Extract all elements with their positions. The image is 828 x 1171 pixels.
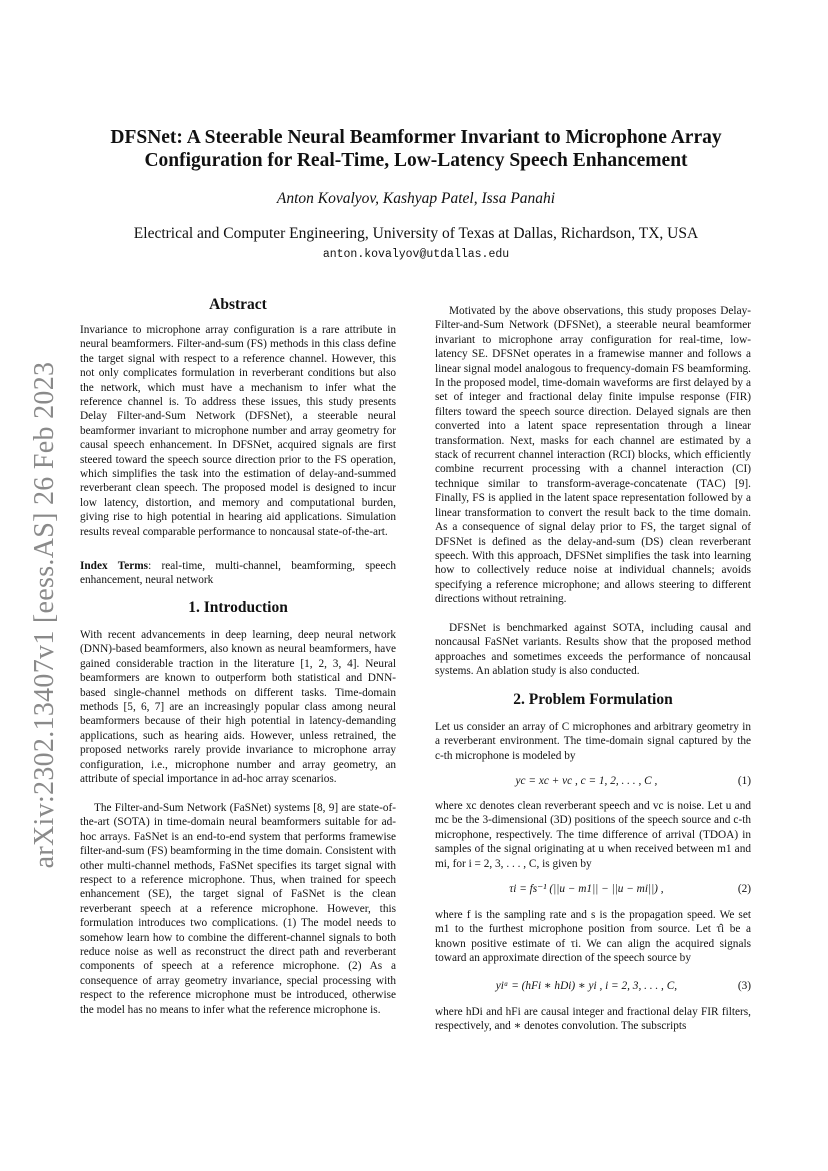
- problem-paragraph-1: Let us consider an array of C microphones and arbitrary geometry in a reverberant environment. The time-domain signal captured by the c-th microphone is modeled by: [435, 721, 751, 762]
- problem-heading: 2. Problem Formulation: [513, 691, 673, 708]
- intro-heading: 1. Introduction: [188, 599, 288, 616]
- problem-paragraph-4: where hDi and hFi are causal integer and fractional delay FIR filters, respectively, and ∗ denotes convolution. The subscripts: [435, 1006, 751, 1033]
- intro-paragraph-2: The Filter-and-Sum Network (FaSNet) systems [8, 9] are state-of-the-art (SOTA) in time-domain neural beamformers suitable for ad-hoc arrays. FaSNet is an end-to-end system that performs framewise filter-and-sum (FS) beamforming in the time domain. Consistent with other multi-channel methods, FaSNet specifies its target signal with respect to a reference microphone. Thus, when trained for speech enhancement (SE), the target signal of FaSNet is the clean reverberant speech at a reference microphone. However, this formulation introduces two complications. (1) The model needs to somehow learn how to combine the different-channel signals to both reduce noise as well as reconstruct the direct path and reverberant components of speech at a reference microphone. (2) As a consequence of array geometry invariance, special processing with respect to the reference microphone must be introduced, otherwise the model has no means to infer what the reference microphone is.: [80, 802, 396, 1016]
- equation-3-number: (3): [737, 979, 751, 992]
- equation-2: [435, 878, 751, 900]
- equation-1: [435, 770, 751, 792]
- problem-paragraph-3: where f is the sampling rate and s is the propagation speed. We set m1 to the furthest microphone position from source. Let τ̂i be a known positive estimate of τi. We can align the acquired signals toward an approximate direction of the speech source by: [435, 909, 751, 965]
- email: anton.kovalyov@utdallas.edu: [322, 248, 510, 261]
- index-terms: [80, 559, 396, 588]
- title-line-2: Configuration for Real-Time, Low-Latency Speech Enhancement: [144, 150, 688, 171]
- equation-1-number: (1): [737, 774, 751, 787]
- equation-2-body: τi = fs⁻¹ (||u − m1|| − ||u − mi||) ,: [509, 882, 664, 895]
- paper-title: [80, 126, 752, 172]
- intro-paragraph-1: With recent advancements in deep learning, deep neural network (DNN)-based beamformers, also known as neural beamformers, have gained considerable traction in the literature [1, 2, 3, 4]. Neural beamformers are known to outperform both statistical and DNN-based single-channel methods on different tasks. Time-domain methods [5, 6, 7] are an increasingly popular class among neural beamformers because of their high potential in latency-demanding applications, such as hearing aids. However, unless retrained, the proposed networks rarely provide invariance to microphone array configuration, i.e., microphone number and array geometry, an attribute of special importance in ad-hoc array scenarios.: [80, 629, 396, 786]
- abstract-text: Invariance to microphone array configuration is a rare attribute in neural beamformers. Filter-and-sum (FS) methods in this class define the target signal with respect to a reference channel. However, this not only complicates formulation in reverberant conditions but also the network, which must have a mechanism to infer what the reference channel is. To address these issues, this study presents Delay Filter-and-Sum Network (DFSNet), a steerable neural beamformer invariant to microphone number and array geometry for causal speech enhancement. In DFSNet, acquired signals are first steered toward the speech source direction prior to the FS operation, which simplifies the task into the estimation of delay-and-summed reverberant clean speech. The proposed model is designed to incur low latency, distortion, and memory and computational burden, giving rise to high potential in hearing aid applications. Simulation results reveal comparable performance to noncausal state-of-the-art.: [80, 324, 396, 538]
- intro-paragraph-3: Motivated by the above observations, this study proposes Delay-Filter-and-Sum Network (DFSNet), a steerable neural beamformer invariant to microphone array configuration for real-time, low-latency SE. DFSNet operates in a framewise manner and follows a linear signal model analogous to frequency-domain FS beamforming. In the proposed model, time-domain waveforms are first delayed by a set of integer and fractional delay finite impulse response (FIR) filters toward the speech source direction. Delayed signals are then converted into a latent space representation through a linear transformation. Next, masks for each channel are estimated by a stack of recurrent channel interaction (RCI) blocks, which efficiently combine recurrent processing with a channel interaction (CI) technique similar to transform-average-concatenate (TAC) [9]. Finally, FS is applied in the latent space representation followed by a linear transformation to convert the result back to the time domain. As a consequence of signal delay prior to FS, the target signal of DFSNet is defined as the delay-and-sum (DS) clean reverberant speech. With this approach, DFSNet simplifies the task into learning how to collectively reduce noise at individual channels; avoids specifying a reference microphone; and allows steering to different directions without retraining.: [435, 305, 751, 606]
- abstract-heading: Abstract: [209, 296, 267, 313]
- index-terms-label: Index Terms: [80, 560, 149, 572]
- equation-3-body: yiᵅ = (hFi ∗ hDi) ∗ yi , i = 2, 3, . . . , C,: [495, 979, 678, 992]
- problem-paragraph-2: where xc denotes clean reverberant speech and vc is noise. Let u and mc be the 3-dimensional (3D) positions of the speech source and c-th microphone, respectively. The time difference of arrival (TDOA) in samples of the signal originating at u when received between m1 and mi, for i = 2, 3, . . . , C, is given by: [435, 800, 751, 870]
- authors: Anton Kovalyov, Kashyap Patel, Issa Panahi: [276, 190, 556, 207]
- arxiv-stamp: arXiv:2302.13407v1 [eess.AS] 26 Feb 2023: [29, 361, 60, 869]
- affiliation: Electrical and Computer Engineering, University of Texas at Dallas, Richardson, TX, USA: [133, 225, 699, 242]
- title-line-1: DFSNet: A Steerable Neural Beamformer Invariant to Microphone Array: [110, 127, 722, 148]
- equation-1-body: yc = xc + vc , c = 1, 2, . . . , C ,: [515, 774, 658, 787]
- equation-2-number: (2): [737, 882, 751, 895]
- index-terms-text: : real-time, multi-channel, beamforming, speech enhancement, neural network: [80, 560, 396, 587]
- equation-3: [435, 975, 751, 997]
- intro-paragraph-4: DFSNet is benchmarked against SOTA, including causal and noncausal FaSNet variants. Results show that the proposed method approaches and sometimes exceeds the performance of noncausal systems. An ablation study is also conducted.: [435, 622, 751, 678]
